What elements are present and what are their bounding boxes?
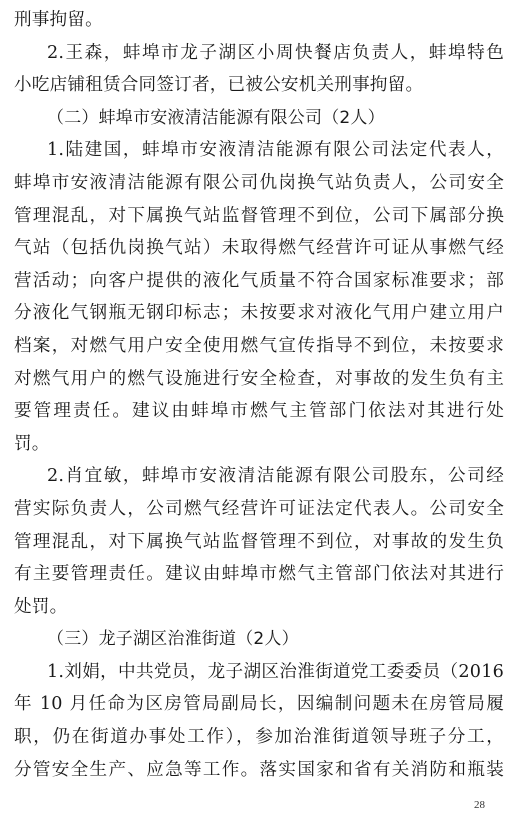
text-line: 有主要管理责任。建议由蚌埠市燃气主管部门依法对其进行 bbox=[14, 564, 504, 585]
text-line: 分管安全生产、应急等工作。落实国家和省有关消防和瓶装 bbox=[14, 759, 504, 780]
text-line: 职，仍在街道办事处工作），参加治淮街道领导班子分工， bbox=[14, 727, 504, 748]
text-line: 气站（包括仇岗换气站）未取得燃气经营许可证从事燃气经 bbox=[14, 238, 504, 259]
text-line: 2.王森，蚌埠市龙子湖区小周快餐店负责人，蚌埠特色 bbox=[47, 42, 504, 63]
text-line: 档案，对燃气用户安全使用燃气宣传指导不到位，未按要求 bbox=[14, 335, 504, 356]
text-line: 1.陆建国，蚌埠市安液清洁能源有限公司法定代表人， bbox=[47, 140, 504, 161]
text-line: 刑事拘留。 bbox=[14, 10, 103, 30]
text-line: 分液化气钢瓶无钢印标志；未按要求对液化气用户建立用户 bbox=[14, 303, 504, 324]
text-line: 年 10 月任命为区房管局副局长，因编制问题未在房管局履 bbox=[14, 694, 504, 715]
text-line: 罚。 bbox=[14, 433, 50, 454]
text-line: 处罚。 bbox=[14, 596, 68, 617]
text-line: 蚌埠市安液清洁能源有限公司仇岗换气站负责人，公司安全 bbox=[14, 172, 504, 193]
text-line: 1.刘娟，中共党员，龙子湖区治淮街道党工委委员（2016 bbox=[47, 661, 504, 682]
document-page bbox=[14, 4, 504, 786]
text-line: 小吃店铺租赁合同签订者，已被公安机关刑事拘留。 bbox=[14, 75, 424, 96]
text-line: 2.肖宜敏，蚌埠市安液清洁能源有限公司股东，公司经 bbox=[47, 466, 504, 487]
text-line: 管理混乱，对下属换气站监督管理不到位，公司下属部分换 bbox=[14, 205, 504, 226]
text-line: 对燃气用户的燃气设施进行安全检查，对事故的发生负有主 bbox=[14, 368, 504, 389]
text-line: 营实际负责人，公司燃气经营许可证法定代表人。公司安全 bbox=[14, 498, 504, 519]
section-heading: （二）蚌埠市安液清洁能源有限公司（2人） bbox=[47, 107, 385, 128]
text-line: 营活动；向客户提供的液化气质量不符合国家标准要求；部 bbox=[14, 270, 504, 291]
page-number: 28 bbox=[474, 799, 485, 811]
text-line: 要管理责任。建议由蚌埠市燃气主管部门依法对其进行处 bbox=[14, 401, 504, 422]
text-line: 管理混乱，对下属换气站监督管理不到位，对事故的发生负 bbox=[14, 531, 504, 552]
section-heading: （三）龙子湖区治淮街道（2人） bbox=[47, 629, 299, 650]
